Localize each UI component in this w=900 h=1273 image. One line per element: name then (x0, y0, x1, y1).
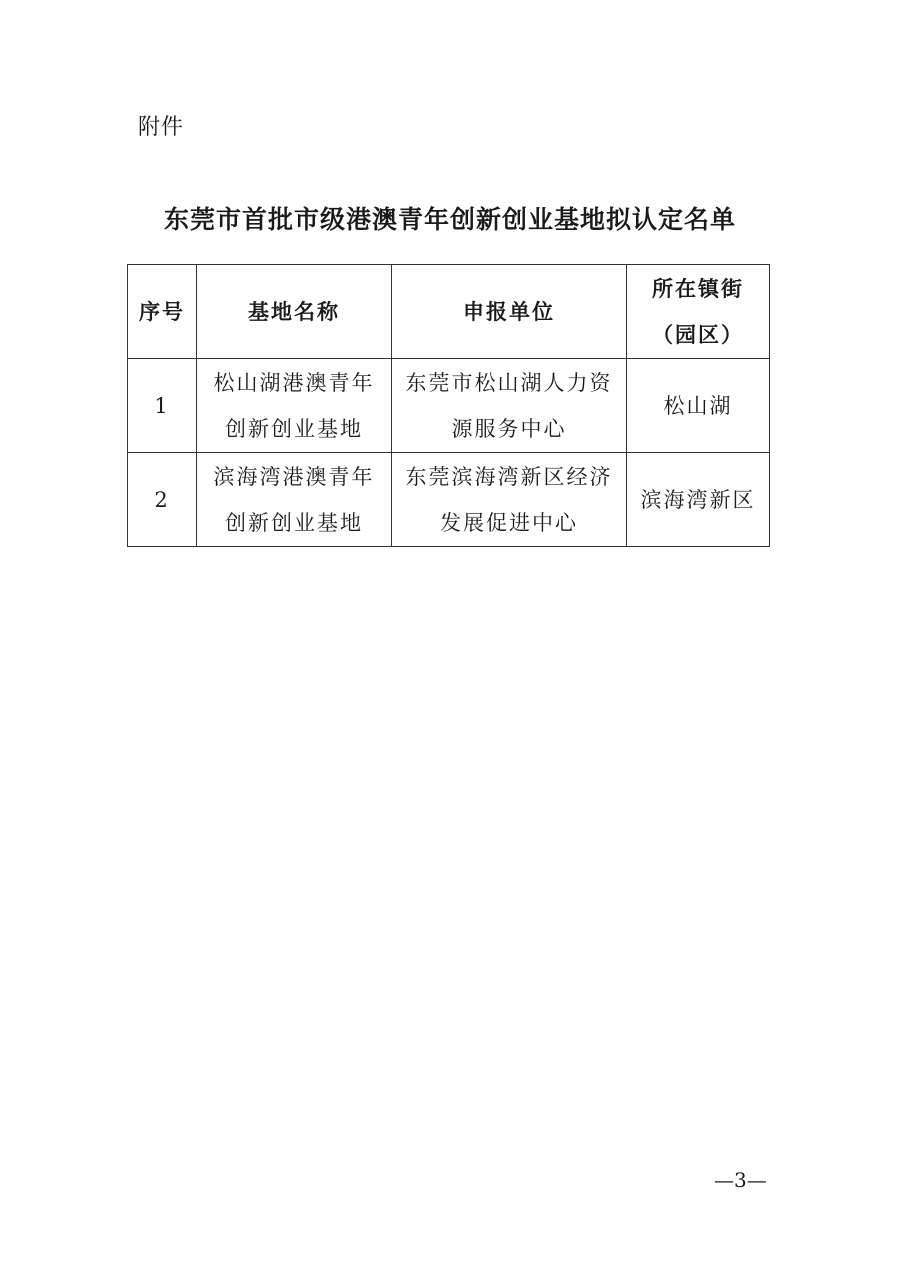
row-location: 滨海湾新区 (627, 453, 770, 547)
table-row (128, 453, 770, 547)
attachment-label: 附件 (138, 115, 185, 140)
base-name-line1: 滨海湾港澳青年 (213, 464, 375, 489)
header-applicant: 申报单位 (392, 265, 627, 359)
row-index: 1 (128, 359, 197, 453)
row-applicant (392, 359, 627, 453)
document-title: 东莞市首批市级港澳青年创新创业基地拟认定名单 (163, 205, 736, 234)
header-location (627, 265, 770, 359)
applicant-line2: 发展促进中心 (440, 510, 578, 535)
table-row (128, 359, 770, 453)
table-header-row (128, 265, 770, 359)
base-name-line2: 创新创业基地 (225, 510, 363, 535)
applicant-line2: 源服务中心 (451, 416, 567, 441)
row-applicant (392, 453, 627, 547)
header-base-name: 基地名称 (197, 265, 392, 359)
header-location-line2: （园区） (652, 321, 744, 347)
row-base-name (197, 359, 392, 453)
applicant-line1: 东莞市松山湖人力资 (405, 370, 613, 395)
base-name-line1: 松山湖港澳青年 (213, 370, 375, 395)
header-index: 序号 (128, 265, 197, 359)
header-location-line1: 所在镇街 (652, 275, 744, 301)
row-base-name (197, 453, 392, 547)
applicant-line1: 东莞滨海湾新区经济 (405, 464, 613, 489)
base-list-table (127, 264, 770, 547)
row-index: 2 (128, 453, 197, 547)
row-location: 松山湖 (627, 359, 770, 453)
base-name-line2: 创新创业基地 (225, 416, 363, 441)
page-number: —3— (714, 1168, 767, 1192)
